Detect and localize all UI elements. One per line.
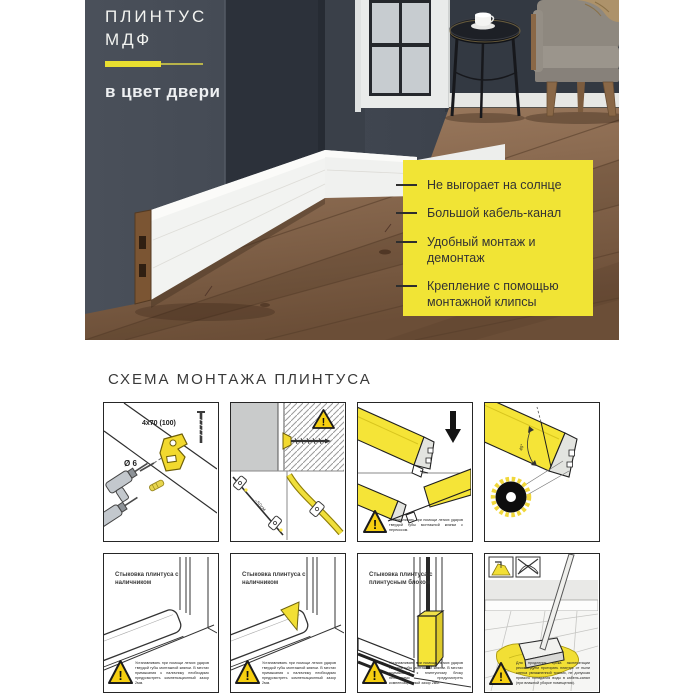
benefit-text: Крепление с помощью монтажной клипсы [427, 279, 559, 310]
scheme-heading: СХЕМА МОНТАЖА ПЛИНТУСА [108, 371, 372, 388]
skirting-block [418, 611, 443, 666]
arrow-down-icon [445, 411, 461, 443]
hero-photo [85, 0, 619, 340]
panel-caption: Устанавливать при помощи легких ударов твердой губы монтажной киянки. В местах примыкания к плинтусному блоку необходимо предусмотреть компенсационный зазор 2мм. [389, 661, 463, 686]
benefit-text: Удобный монтаж и демонтаж [427, 234, 536, 265]
scheme-panel-snap-on [357, 402, 473, 542]
scheme-panel-cleaning [484, 553, 600, 693]
panel-title: Стыковка плинтуса с плинтусным блоком [369, 572, 433, 587]
spacing-label: ~50см [252, 498, 267, 513]
door-casing [180, 557, 217, 633]
benefit-item [427, 234, 583, 267]
svg-text:!: ! [321, 416, 326, 429]
skirting-profile [358, 403, 434, 477]
panel-caption: Для продления срока эксплуатации рекомендуем протирать плинтус от пыли слегка увлажненной тканью, не допуская прямого попадания воды в кабель-канал (при влажной уборке помещения). [516, 661, 590, 686]
no-abrasive-icon [516, 557, 540, 577]
dash-bullet [396, 184, 417, 186]
benefit-text: Не выгорает на солнце [427, 178, 562, 192]
dash-bullet [396, 285, 417, 287]
title-line2: МДФ [105, 29, 153, 49]
panel-caption: Устанавливать при помощи легких ударов твердой губы монтажной киянки. В местах примыкания к наличнику необходимо предусмотреть компенсационный зазор 2мм. [262, 661, 336, 686]
angle-label: 45° [518, 443, 526, 452]
screw-size-label: 4x70 (100) [142, 420, 176, 427]
svg-text:!: ! [118, 668, 123, 683]
scheme-panel-casing-joint [103, 553, 219, 693]
svg-text:!: ! [372, 517, 378, 532]
panel-caption: Устанавливать при помощи легких ударов твердой губы монтажной киянки с перекосом. [389, 518, 463, 533]
door-casing [307, 557, 344, 633]
svg-text:!: ! [372, 668, 377, 683]
hero-title [105, 6, 220, 102]
skirting-end-cap [135, 210, 151, 304]
panel-title: Стыковка плинтуса с наличником [242, 572, 306, 587]
title-line1: ПЛИНТУС [105, 7, 208, 26]
dash-bullet [396, 212, 417, 214]
skirting-profile [485, 403, 577, 477]
glass-door [355, 0, 449, 112]
benefit-item [427, 205, 583, 221]
benefit-text: Большой кабель-канал [427, 206, 562, 221]
scheme-panel-casing-wedge [230, 553, 346, 693]
dowel-icon [149, 479, 165, 491]
saw-blade-icon [493, 479, 529, 515]
mounting-clip-icon [233, 475, 247, 490]
back-baseboard [449, 93, 619, 108]
underline-thin [161, 63, 203, 65]
warning-icon [109, 661, 132, 683]
wet-cleaning-icon [489, 557, 513, 577]
mounting-clip-icon [160, 434, 187, 471]
title-underline [105, 61, 220, 67]
svg-text:!: ! [499, 670, 503, 684]
scheme-panel-block-joint [357, 553, 473, 693]
benefit-item [427, 278, 583, 311]
benefit-item [427, 177, 583, 193]
svg-text:!: ! [245, 668, 250, 683]
mounting-clip-icon [268, 515, 282, 530]
hero-subtitle: в цвет двери [105, 81, 221, 101]
scheme-panel-cutting [484, 402, 600, 542]
scheme-panel-clip-fixing [230, 402, 346, 542]
scheme-panels-grid [103, 402, 600, 693]
panel-caption: Устанавливать при помощи легких ударов твердой губы монтажной киянки. В местах примыкания к наличнику необходимо предусмотреть компенсационный зазор 2мм. [135, 661, 209, 686]
warning-icon [236, 661, 259, 683]
scheme-panel-drilling [103, 402, 219, 542]
panel-title: Стыковка плинтуса с наличником [115, 572, 179, 587]
dash-bullet [396, 241, 417, 243]
screw-icon [197, 412, 205, 443]
underline-thick [105, 61, 161, 67]
benefits-box [403, 160, 593, 316]
drill-diameter-label: Ø 6 [124, 459, 137, 468]
